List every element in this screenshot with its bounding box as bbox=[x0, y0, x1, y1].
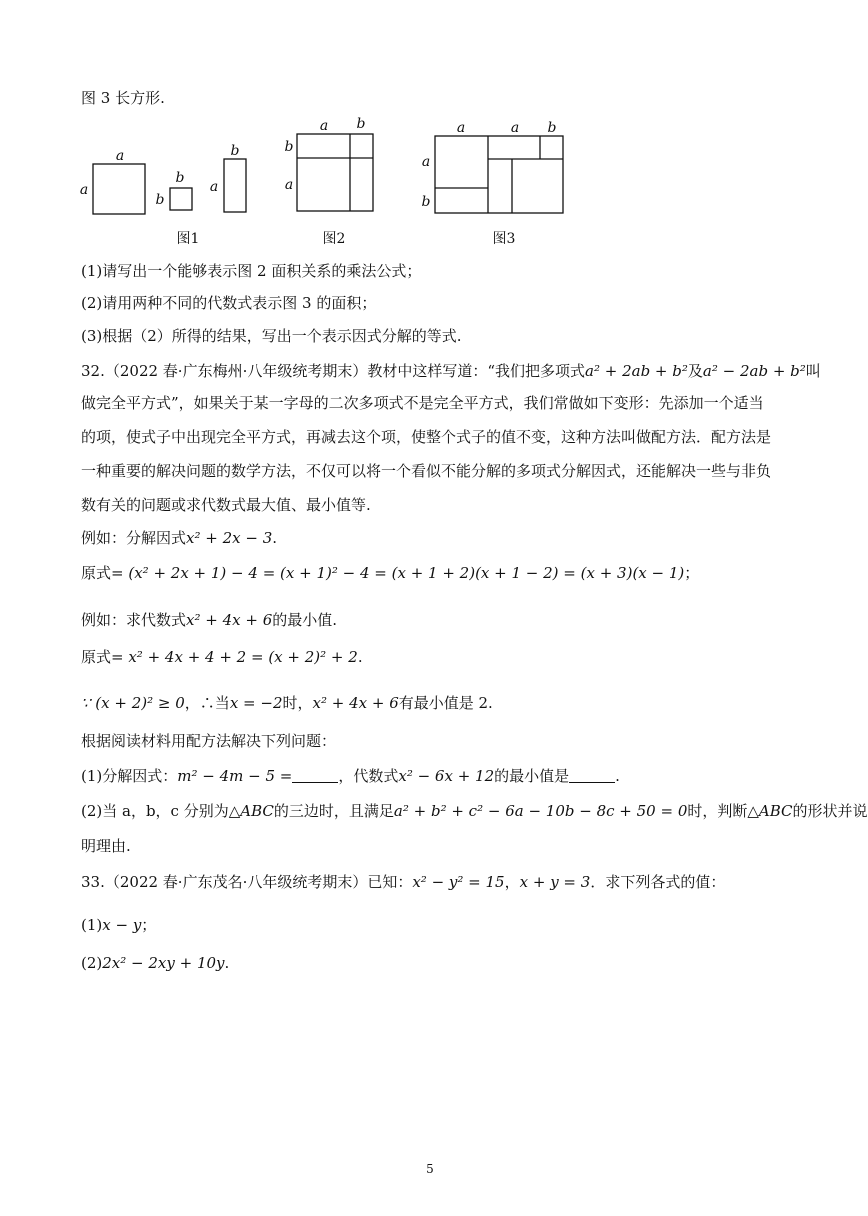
q31-part-3: (3)根据（2）所得的结果，写出一个表示因式分解的等式. bbox=[81, 327, 462, 345]
fig1-label: b bbox=[230, 143, 240, 159]
fig2-label: a bbox=[319, 118, 329, 134]
q32-text: 时，判断 bbox=[687, 802, 748, 820]
q32-text: . bbox=[357, 648, 363, 666]
fig2-caption: 图2 bbox=[322, 231, 346, 247]
fig3-caption: 图3 bbox=[492, 231, 516, 247]
fig2-label: a bbox=[284, 177, 294, 193]
q32-part-2 bbox=[81, 801, 868, 821]
q32-since-line bbox=[81, 693, 781, 713]
q32-text: ； bbox=[684, 564, 700, 582]
q33-text: (2) bbox=[81, 954, 103, 972]
q32-text: 叫 bbox=[805, 362, 821, 380]
q33-text: 33.（2022 春·广东茂名·八年级统考期末）已知： bbox=[81, 873, 413, 891]
q32-text: 时， bbox=[282, 694, 313, 712]
q32-example-2 bbox=[81, 610, 781, 630]
intro-line: 图 3 长方形. bbox=[81, 89, 165, 107]
q33-formula: x + y = 3 bbox=[519, 873, 591, 891]
q32-task: 根据阅读材料用配方法解决下列问题： bbox=[81, 732, 337, 750]
q32-formula: x² + 4x + 6 bbox=[312, 694, 399, 712]
q32-text: . bbox=[272, 529, 278, 547]
q32-formula: a² − 2ab + b² bbox=[702, 362, 806, 380]
q32-text: 原式 bbox=[81, 648, 112, 666]
q32-part-2-line-2: 明理由. bbox=[81, 837, 131, 855]
q33-text: . bbox=[224, 954, 230, 972]
q32-line-5: 数有关的问题或求代数式最大值、最小值等. bbox=[81, 496, 371, 514]
q33-part-2 bbox=[81, 953, 781, 973]
q32-text: 及 bbox=[687, 362, 703, 380]
figure-1 bbox=[80, 143, 246, 247]
q32-example-1 bbox=[81, 528, 781, 548]
q32-line-4: 一种重要的解决问题的数学方法，不仅可以将一个看似不能分解的多项式分解因式，还能解决一些与非负 bbox=[81, 462, 772, 480]
fig2-outer bbox=[297, 134, 373, 211]
fig1-label: a bbox=[115, 148, 125, 164]
fig1-square-a bbox=[93, 164, 145, 214]
fig1-label: b bbox=[155, 192, 165, 208]
fig1-label: a bbox=[79, 182, 89, 198]
answer-blank[interactable] bbox=[292, 767, 338, 783]
q32-formula: a² + b² + c² − 6a − 10b − 8c + 50 = 0 bbox=[393, 802, 688, 820]
q32-text: ，代数式 bbox=[338, 767, 399, 785]
q32-example-2-solution bbox=[81, 647, 781, 667]
q32-line-3: 的项，使式子中出现完全平方式，再减去这个项，使整个式子的值不变，这种方法叫做配方法．配方法是 bbox=[81, 428, 772, 446]
q32-text: 的最小值. bbox=[272, 611, 338, 629]
fig1-label: a bbox=[209, 179, 219, 195]
geometry-figures bbox=[78, 116, 578, 250]
figure-2 bbox=[285, 116, 373, 247]
q32-text: 例如：求代数式 bbox=[81, 611, 187, 629]
q32-formula: = x² + 4x + 4 + 2 = (x + 2)² + 2 bbox=[111, 648, 358, 666]
q32-formula: x² + 2x − 3 bbox=[186, 529, 273, 547]
fig3-label: b bbox=[421, 194, 431, 210]
q32-text: 32.（2022 春·广东梅州·八年级统考期末）教材中这样写道：“我们把多项式 bbox=[81, 362, 586, 380]
q32-formula: △ABC bbox=[228, 802, 274, 820]
fig1-square-b bbox=[170, 188, 192, 210]
q32-text: (2)当 a，b，c 分别为 bbox=[81, 802, 229, 820]
q33-text: ； bbox=[141, 916, 157, 934]
fig3-label: b bbox=[547, 120, 557, 136]
q32-formula: x = −2 bbox=[229, 694, 283, 712]
q33-text: ．求下列各式的值： bbox=[590, 873, 726, 891]
q32-formula: = (x² + 2x + 1) − 4 = (x + 1)² − 4 = (x + 1 + 2)(x + 1 − 2) = (x + 3)(x − 1) bbox=[111, 564, 685, 582]
q32-line-2: 做完全平方式”，如果关于某一字母的二次多项式不是完全平方式，我们常做如下变形：先添加一个适当 bbox=[81, 394, 764, 412]
fig1-label: b bbox=[175, 170, 185, 186]
figure-3 bbox=[422, 120, 563, 247]
fig2-label: b bbox=[356, 116, 366, 132]
q32-formula: x² − 6x + 12 bbox=[398, 767, 495, 785]
fig3-label: a bbox=[456, 120, 466, 136]
q32-part-1 bbox=[81, 766, 781, 786]
answer-blank[interactable] bbox=[569, 767, 615, 783]
q33-text: ， bbox=[504, 873, 520, 891]
fig1-caption: 图1 bbox=[176, 231, 200, 247]
q32-text: 有最小值是 2. bbox=[398, 694, 493, 712]
q33-part-1 bbox=[81, 915, 781, 935]
fig2-label: b bbox=[284, 139, 294, 155]
q31-part-1: (1)请写出一个能够表示图 2 面积关系的乘法公式； bbox=[81, 262, 422, 280]
q32-formula: △ABC bbox=[747, 802, 793, 820]
q32-text: 的形状并说 bbox=[792, 802, 868, 820]
q33-text: (1) bbox=[81, 916, 103, 934]
q32-formula: x² + 4x + 6 bbox=[186, 611, 273, 629]
q32-text: ，∴当 bbox=[184, 694, 230, 712]
q33-formula: 2x² − 2xy + 10y bbox=[102, 954, 225, 972]
fig1-rect bbox=[224, 159, 246, 212]
q32-formula: ∵ (x + 2)² ≥ 0 bbox=[81, 694, 185, 712]
q32-formula: m² − 4m − 5 = bbox=[177, 767, 293, 785]
fig3-label: a bbox=[421, 154, 431, 170]
q32-text: (1)分解因式： bbox=[81, 767, 178, 785]
q32-example-1-solution bbox=[81, 563, 781, 583]
fig3-outer bbox=[435, 136, 563, 213]
q32-text: 原式 bbox=[81, 564, 112, 582]
q32-text: 的最小值是 bbox=[494, 767, 570, 785]
q33-line-1 bbox=[81, 872, 781, 892]
q31-part-2: (2)请用两种不同的代数式表示图 3 的面积； bbox=[81, 294, 377, 312]
q33-formula: x − y bbox=[102, 916, 142, 934]
fig3-label: a bbox=[510, 120, 520, 136]
q33-formula: x² − y² = 15 bbox=[412, 873, 505, 891]
q32-text: . bbox=[615, 767, 620, 785]
q32-formula: a² + 2ab + b² bbox=[585, 362, 688, 380]
q32-text: 例如：分解因式 bbox=[81, 529, 187, 547]
page-number: 5 bbox=[426, 1162, 434, 1176]
q32-line-1 bbox=[81, 361, 821, 381]
q32-text: 的三边时，且满足 bbox=[273, 802, 394, 820]
